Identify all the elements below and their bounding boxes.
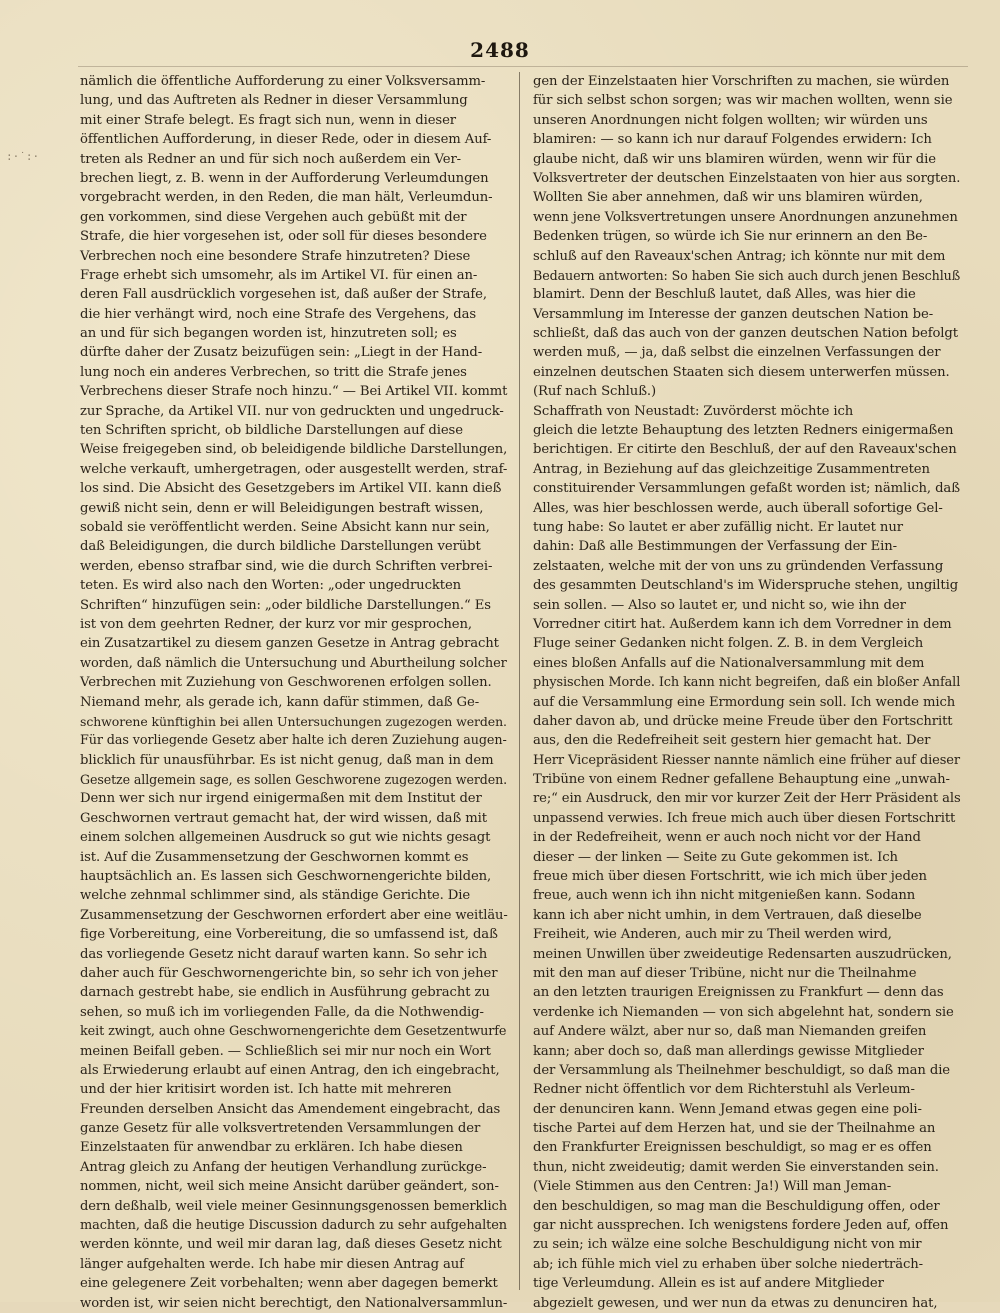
text-line: Weise freigegeben sind, ob beleidigende bildliche Darstellungen, (80, 442, 508, 458)
text-line: Zusammensetzung der Geschwornen erfordert aber eine weitläu- (80, 907, 508, 923)
text-line: worden, daß nämlich die Untersuchung und Aburtheilung solcher (80, 655, 507, 671)
text-line: freue, auch wenn ich ihn nicht mitgenießen kann. Sodann (533, 888, 916, 904)
text-line: ganze Gesetz für alle volksvertretenden Versammlungen der (80, 1121, 481, 1137)
text-line: den Frankfurter Ereignissen beschuldigt, so mag er es offen (533, 1140, 932, 1156)
text-line: werden muß, — ja, daß selbst die einzelnen Verfassungen der (533, 345, 941, 361)
text-line: constituirender Versammlungen gefaßt worden ist; nämlich, daß (533, 481, 960, 497)
text-line: verdenke ich Niemanden — von sich abgelehnt hat, sondern sie (533, 1004, 954, 1020)
text-line: daher auch für Geschwornengerichte bin, so sehr ich von jeher (80, 965, 498, 981)
text-line: Verbrechen mit Zuziehung von Geschworenen erfolgen sollen. (80, 675, 492, 691)
text-line: Schriften“ hinzufügen sein: „oder bildliche Darstellungen.“ Es (80, 597, 491, 613)
text-line: blamirt. Denn der Beschluß lautet, daß Alles, was hier die (533, 287, 916, 303)
text-line: ist von dem geehrten Redner, der kurz vor mir gesprochen, (80, 616, 472, 632)
text-line: gewiß nicht sein, denn er will Beleidigungen bestraft wissen, (80, 500, 484, 516)
text-line: gleich die letzte Behauptung des letzten Redners einigermaßen (533, 423, 954, 439)
text-line: treten als Redner an und für sich noch außerdem ein Ver- (80, 151, 462, 167)
text-line: schworene künftighin bei allen Untersuchungen zugezogen werden. (80, 713, 507, 729)
text-line: meinen Beifall geben. — Schließlich sei mir nur noch ein Wort (80, 1043, 491, 1059)
text-line: Freiheit, wie Anderen, auch mir zu Theil werden wird, (533, 927, 892, 943)
text-line: tige Verleumdung. Allein es ist auf andere Mitglieder (533, 1276, 884, 1292)
text-line: in der Redefreiheit, wenn er auch noch nicht vor der Hand (533, 830, 921, 846)
text-line: wenn jene Volksvertretungen unsere Anordnungen anzunehmen (533, 209, 958, 225)
text-line: blicklich für unausführbar. Es ist nicht genug, daß man in dem (80, 752, 494, 768)
text-line: Tribüne von einem Redner gefallene Behauptung eine „unwah- (533, 772, 950, 788)
text-line: kann; aber doch so, daß man allerdings gewisse Mitglieder (533, 1043, 924, 1059)
text-line: auf Andere wälzt, aber nur so, daß man Niemanden greifen (533, 1024, 927, 1040)
text-line: an den letzten traurigen Ereignissen zu Frankfurt — denn das (533, 985, 944, 1001)
text-line: an und für sich begangen worden ist, hinzutreten soll; es (80, 326, 457, 342)
text-line: dern deßhalb, weil viele meiner Gesinnungsgenossen bemerklich (80, 1198, 508, 1214)
text-line: und der hier kritisirt worden ist. Ich hatte mit mehreren (80, 1082, 452, 1098)
text-line: glaube nicht, daß wir uns blamiren würden, wenn wir für die (533, 151, 936, 167)
text-line: schließt, daß das auch von der ganzen deutschen Nation befolgt (533, 326, 958, 342)
text-line: nämlich die öffentliche Aufforderung zu einer Volksversamm- (80, 74, 486, 89)
text-line: Antrag gleich zu Anfang der heutigen Verhandlung zurückge- (80, 1159, 487, 1175)
text-line: Fluge seiner Gedanken nicht folgen. Z. B. in dem Vergleich (533, 636, 924, 652)
text-line: Frage erhebt sich umsomehr, als im Artikel VI. für einen an- (80, 267, 478, 283)
text-line: gar nicht aussprechen. Ich wenigstens fordere Jeden auf, offen (533, 1218, 949, 1234)
text-line: als Erwiederung erlaubt auf einen Antrag, den ich eingebracht, (80, 1062, 500, 1078)
text-line: ist. Auf die Zusammensetzung der Geschwornen kommt es (80, 849, 469, 865)
text-line: eine gelegenere Zeit vorbehalten; wenn aber dagegen bemerkt (80, 1276, 498, 1292)
text-line: Alles, was hier beschlossen werde, auch überall sofortige Gel- (533, 500, 943, 516)
text-line: Für das vorliegende Gesetz aber halte ich deren Zuziehung augen- (80, 733, 507, 749)
text-line: öffentlichen Aufforderung, in dieser Rede, oder in diesem Auf- (80, 132, 492, 148)
text-line: der Versammlung als Theilnehmer beschuldigt, so daß man die (533, 1062, 951, 1078)
text-line: des gesammten Deutschland's im Widerspruche stehen, ungiltig (533, 578, 959, 594)
text-line: sein sollen. — Also so lautet er, und nicht so, wie ihn der (533, 597, 906, 613)
text-line: freue mich über diesen Fortschritt, wie ich mich über jeden (533, 869, 927, 885)
text-line: teten. Es wird also nach den Worten: „oder ungedruckten (80, 578, 462, 594)
text-line: sehen, so muß ich im vorliegenden Falle, da die Nothwendig- (80, 1004, 484, 1020)
text-line: Versammlung im Interesse der ganzen deutschen Nation be- (533, 306, 934, 322)
text-line: werden könnte, und weil mir daran lag, daß dieses Gesetz nicht (80, 1237, 502, 1253)
text-line: mit den man auf dieser Tribüne, nicht nur die Theilnahme (533, 965, 917, 981)
text-line: vorgebracht werden, in den Reden, die man hält, Verleumdun- (80, 190, 493, 206)
text-line: gen der Einzelstaaten hier Vorschriften zu machen, sie würden (533, 74, 950, 89)
column-divider (519, 72, 520, 1290)
text-line: zur Sprache, da Artikel VII. nur von gedruckten und ungedruck- (80, 403, 504, 419)
text-line: aus, den die Redefreiheit seit gestern hier gemacht hat. Der (533, 733, 931, 749)
text-line: ab; ich fühle mich viel zu erhaben über solche niederträch- (533, 1256, 924, 1272)
text-line: zu sein; ich wälze eine solche Beschuldigung nicht von mir (533, 1237, 922, 1253)
text-line: kann ich aber nicht umhin, in dem Vertrauen, daß dieselbe (533, 907, 922, 923)
text-line: daher davon ab, und drücke meine Freude über den Fortschritt (533, 713, 953, 729)
text-line: keit zwingt, auch ohne Geschwornengerichte dem Gesetzentwurfe (80, 1024, 507, 1040)
text-line: Herr Vicepräsident Riesser nannte nämlich eine früher auf dieser (533, 752, 960, 768)
text-line: für sich selbst schon sorgen; was wir machen wollten, wenn sie (533, 93, 953, 109)
text-line: deren Fall ausdrücklich vorgesehen ist, daß außer der Strafe, (80, 287, 487, 303)
text-line: ten Schriften spricht, ob bildliche Darstellungen auf diese (80, 423, 463, 439)
text-line: schluß auf den Raveaux'schen Antrag; ich könnte nur mit dem (533, 248, 946, 264)
text-line: tung habe: So lautet er aber zufällig nicht. Er lautet nur (533, 519, 903, 535)
text-line: eines bloßen Anfalls auf die Nationalversammlung mit dem (533, 655, 925, 671)
text-line: einem solchen allgemeinen Ausdruck so gut wie nichts gesagt (80, 830, 491, 846)
page-number: 2488 (470, 38, 530, 62)
text-line: Volksvertreter der deutschen Einzelstaaten von hier aus sorgten. (533, 170, 961, 186)
text-line: physischen Morde. Ich kann nicht begreifen, daß ein bloßer Anfall (533, 675, 961, 691)
text-line: Strafe, die hier vorgesehen ist, oder soll für dieses besondere (80, 229, 487, 245)
text-line: den beschuldigen, so mag man die Beschuldigung offen, oder (533, 1198, 940, 1214)
text-line: Freunden derselben Ansicht das Amendement eingebracht, das (80, 1101, 501, 1117)
header-rule (78, 66, 968, 67)
text-line: lung, und das Auftreten als Redner in dieser Versammlung (80, 93, 468, 109)
text-line: brechen liegt, z. B. wenn in der Aufforderung Verleumdungen (80, 170, 489, 186)
text-line: hauptsächlich an. Es lassen sich Geschwornengerichte bilden, (80, 869, 492, 885)
text-line: Vorredner citirt hat. Außerdem kann ich dem Vorredner in dem (533, 616, 952, 632)
text-line: berichtigen. Er citirte den Beschluß, der auf den Raveaux'schen (533, 442, 957, 458)
text-line: ein Zusatzartikel zu diesem ganzen Gesetze in Antrag gebracht (80, 636, 499, 652)
text-line: Niemand mehr, als gerade ich, kann dafür stimmen, daß Ge- (80, 694, 480, 710)
text-line: Verbrechen noch eine besondere Strafe hinzutreten? Diese (80, 248, 471, 264)
text-line: dieser — der linken — Seite zu Gute gekommen ist. Ich (533, 849, 898, 865)
text-line: re;“ ein Ausdruck, den mir vor kurzer Zeit der Herr Präsident als (533, 791, 961, 807)
text-line: nommen, nicht, weil sich meine Ansicht darüber geändert, son- (80, 1179, 499, 1195)
text-line: länger aufgehalten werde. Ich habe mir diesen Antrag auf (80, 1256, 464, 1272)
text-line: machten, daß die heutige Discussion dadurch zu sehr aufgehalten (80, 1218, 507, 1234)
text-line: Bedauern antworten: So haben Sie sich auch durch jenen Beschluß (533, 267, 961, 283)
text-line: worden ist, wir seien nicht berechtigt, den Nationalversammlun- (80, 1295, 508, 1311)
text-line: Einzelstaaten für anwendbar zu erklären. Ich habe diesen (80, 1140, 463, 1156)
text-line: unpassend verwies. Ich freue mich auch über diesen Fortschritt (533, 810, 956, 826)
text-line: Gesetze allgemein sage, es sollen Geschworene zugezogen werden. (80, 772, 508, 788)
text-line: werden, ebenso strafbar sind, wie die durch Schriften verbrei- (80, 558, 493, 574)
text-line: auf die Versammlung eine Ermordung sein soll. Ich wende mich (533, 694, 956, 710)
right-column (533, 72, 961, 1311)
text-line: darnach gestrebt habe, sie endlich in Ausführung gebracht zu (80, 985, 490, 1001)
text-line: daß Beleidigungen, die durch bildliche Darstellungen verübt (80, 539, 481, 555)
text-line: meinen Unwillen über zweideutige Redensarten auszudrücken, (533, 946, 952, 962)
text-line: Wollten Sie aber annehmen, daß wir uns blamiren würden, (533, 190, 923, 206)
text-line: unseren Anordnungen nicht folgen wollten; wir würden uns (533, 112, 928, 128)
text-line: sobald sie veröffentlicht werden. Seine Absicht kann nur sein, (80, 519, 490, 535)
text-line: Schaffrath von Neustadt: Zuvörderst möchte ich (533, 403, 854, 419)
margin-ink-mark: :·˙:· (6, 150, 40, 163)
text-line: gen vorkommen, sind diese Vergehen auch gebüßt mit der (80, 209, 467, 225)
text-line: dahin: Daß alle Bestimmungen der Verfassung der Ein- (533, 539, 897, 555)
text-line: welche verkauft, umhergetragen, oder ausgestellt werden, straf- (80, 461, 508, 477)
text-line: zelstaaten, welche mit der von uns zu gründenden Verfassung (533, 558, 944, 574)
text-line: Verbrechens dieser Strafe noch hinzu.“ — Bei Artikel VII. kommt (80, 384, 508, 400)
text-line: lung noch ein anderes Verbrechen, so tritt die Strafe jenes (80, 364, 467, 380)
text-line: dürfte daher der Zusatz beizufügen sein: „Liegt in der Hand- (80, 345, 483, 361)
text-line: (Viele Stimmen aus den Centren: Ja!) Will man Jeman- (533, 1179, 892, 1195)
text-line: Denn wer sich nur irgend einigermaßen mit dem Institut der (80, 791, 482, 807)
text-line: blamiren: — so kann ich nur darauf Folgendes erwidern: Ich (533, 132, 932, 148)
text-line: los sind. Die Absicht des Gesetzgebers im Artikel VII. kann dieß (80, 481, 502, 497)
text-line: Redner nicht öffentlich vor dem Richterstuhl als Verleum- (533, 1082, 915, 1098)
text-line: einzelnen deutschen Staaten sich diesem unterwerfen müssen. (533, 364, 950, 380)
text-line: Geschwornen vertraut gemacht hat, der wird wissen, daß mit (80, 810, 487, 826)
left-column (80, 72, 508, 1311)
text-line: (Ruf nach Schluß.) (533, 384, 657, 400)
text-line: Bedenken trügen, so würde ich Sie nur erinnern an den Be- (533, 229, 928, 245)
text-line: Antrag, in Beziehung auf das gleichzeitige Zusammentreten (533, 461, 930, 477)
text-line: die hier verhängt wird, noch eine Strafe des Vergehens, das (80, 306, 477, 322)
text-line: thun, nicht zweideutig; damit werden Sie einverstanden sein. (533, 1159, 939, 1175)
text-line: tische Partei auf dem Herzen hat, und sie der Theilnahme an (533, 1121, 936, 1137)
text-line: das vorliegende Gesetz nicht darauf warten kann. So sehr ich (80, 946, 488, 962)
text-line: fige Vorbereitung, eine Vorbereitung, die so umfassend ist, daß (80, 927, 498, 943)
text-line: welche zehnmal schlimmer sind, als ständige Gerichte. Die (80, 888, 471, 904)
text-line: abgezielt gewesen, und wer nun da etwas zu denunciren hat, (533, 1295, 938, 1311)
text-line: der denunciren kann. Wenn Jemand etwas gegen eine poli- (533, 1101, 922, 1117)
text-line: mit einer Strafe belegt. Es fragt sich nun, wenn in dieser (80, 112, 457, 128)
